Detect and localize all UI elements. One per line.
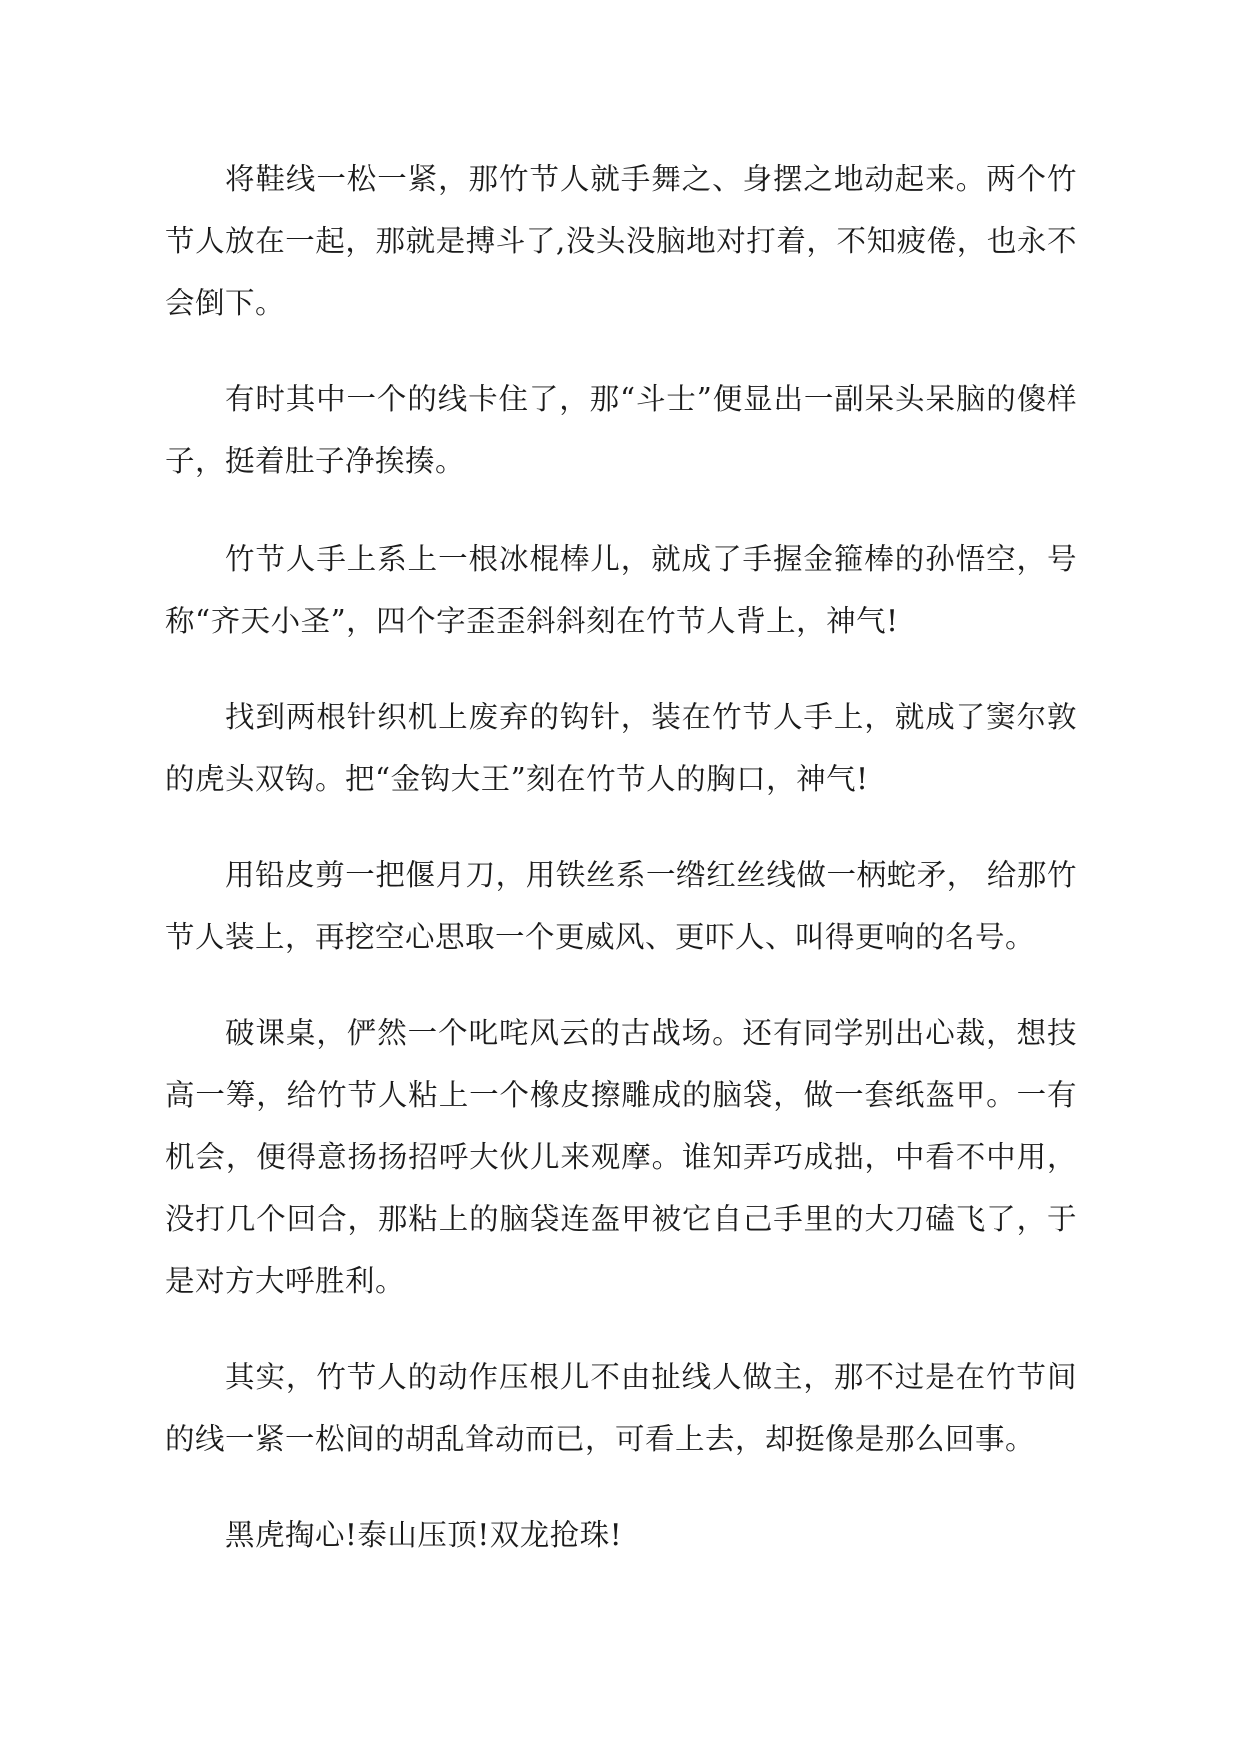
paragraph: 有时其中一个的线卡住了，那“斗士”便显出一副呆头呆脑的傻样子，挺着肚子净挨揍。 [165,382,1077,478]
paragraph: 黑虎掏心!泰山压顶!双龙抢珠! [225,1518,623,1552]
paragraph: 其实，竹节人的动作压根儿不由扯线人做主，那不过是在竹节间的线一紧一松间的胡乱耸动而已，可看上去，却挺像是那么回事。 [165,1360,1077,1456]
paragraph: 竹节人手上系上一根冰棍棒儿，就成了手握金箍棒的孙悟空，号称“齐天小圣”，四个字歪歪斜斜刻在竹节人背上，神气! [165,542,1077,638]
paragraph: 找到两根针织机上废弃的钩针，装在竹节人手上，就成了窦尔敦的虎头双钩。把“金钩大王”刻在竹节人的胸口，神气! [165,700,1077,796]
paragraph: 用铅皮剪一把偃月刀，用铁丝系一绺红丝线做一柄蛇矛， 给那竹节人装上，再挖空心思取一个更威风、更吓人、叫得更响的名号。 [165,858,1077,954]
paragraph: 破课桌，俨然一个叱咤风云的古战场。还有同学别出心裁，想技高一筹，给竹节人粘上一个橡皮擦雕成的脑袋，做一套纸盔甲。一有机会，便得意扬扬招呼大伙儿来观摩。谁知弄巧成拙，中看不中用，没打几个回合，那粘上的脑袋连盔甲被它自己手里的大刀磕飞了，于是对方大呼胜利。 [165,1016,1077,1298]
paragraph: 将鞋线一松一紧，那竹节人就手舞之、身摆之地动起来。两个竹节人放在一起，那就是搏斗了,没头没脑地对打着，不知疲倦，也永不会倒下。 [165,162,1077,320]
document-body [165,148,1077,1566]
